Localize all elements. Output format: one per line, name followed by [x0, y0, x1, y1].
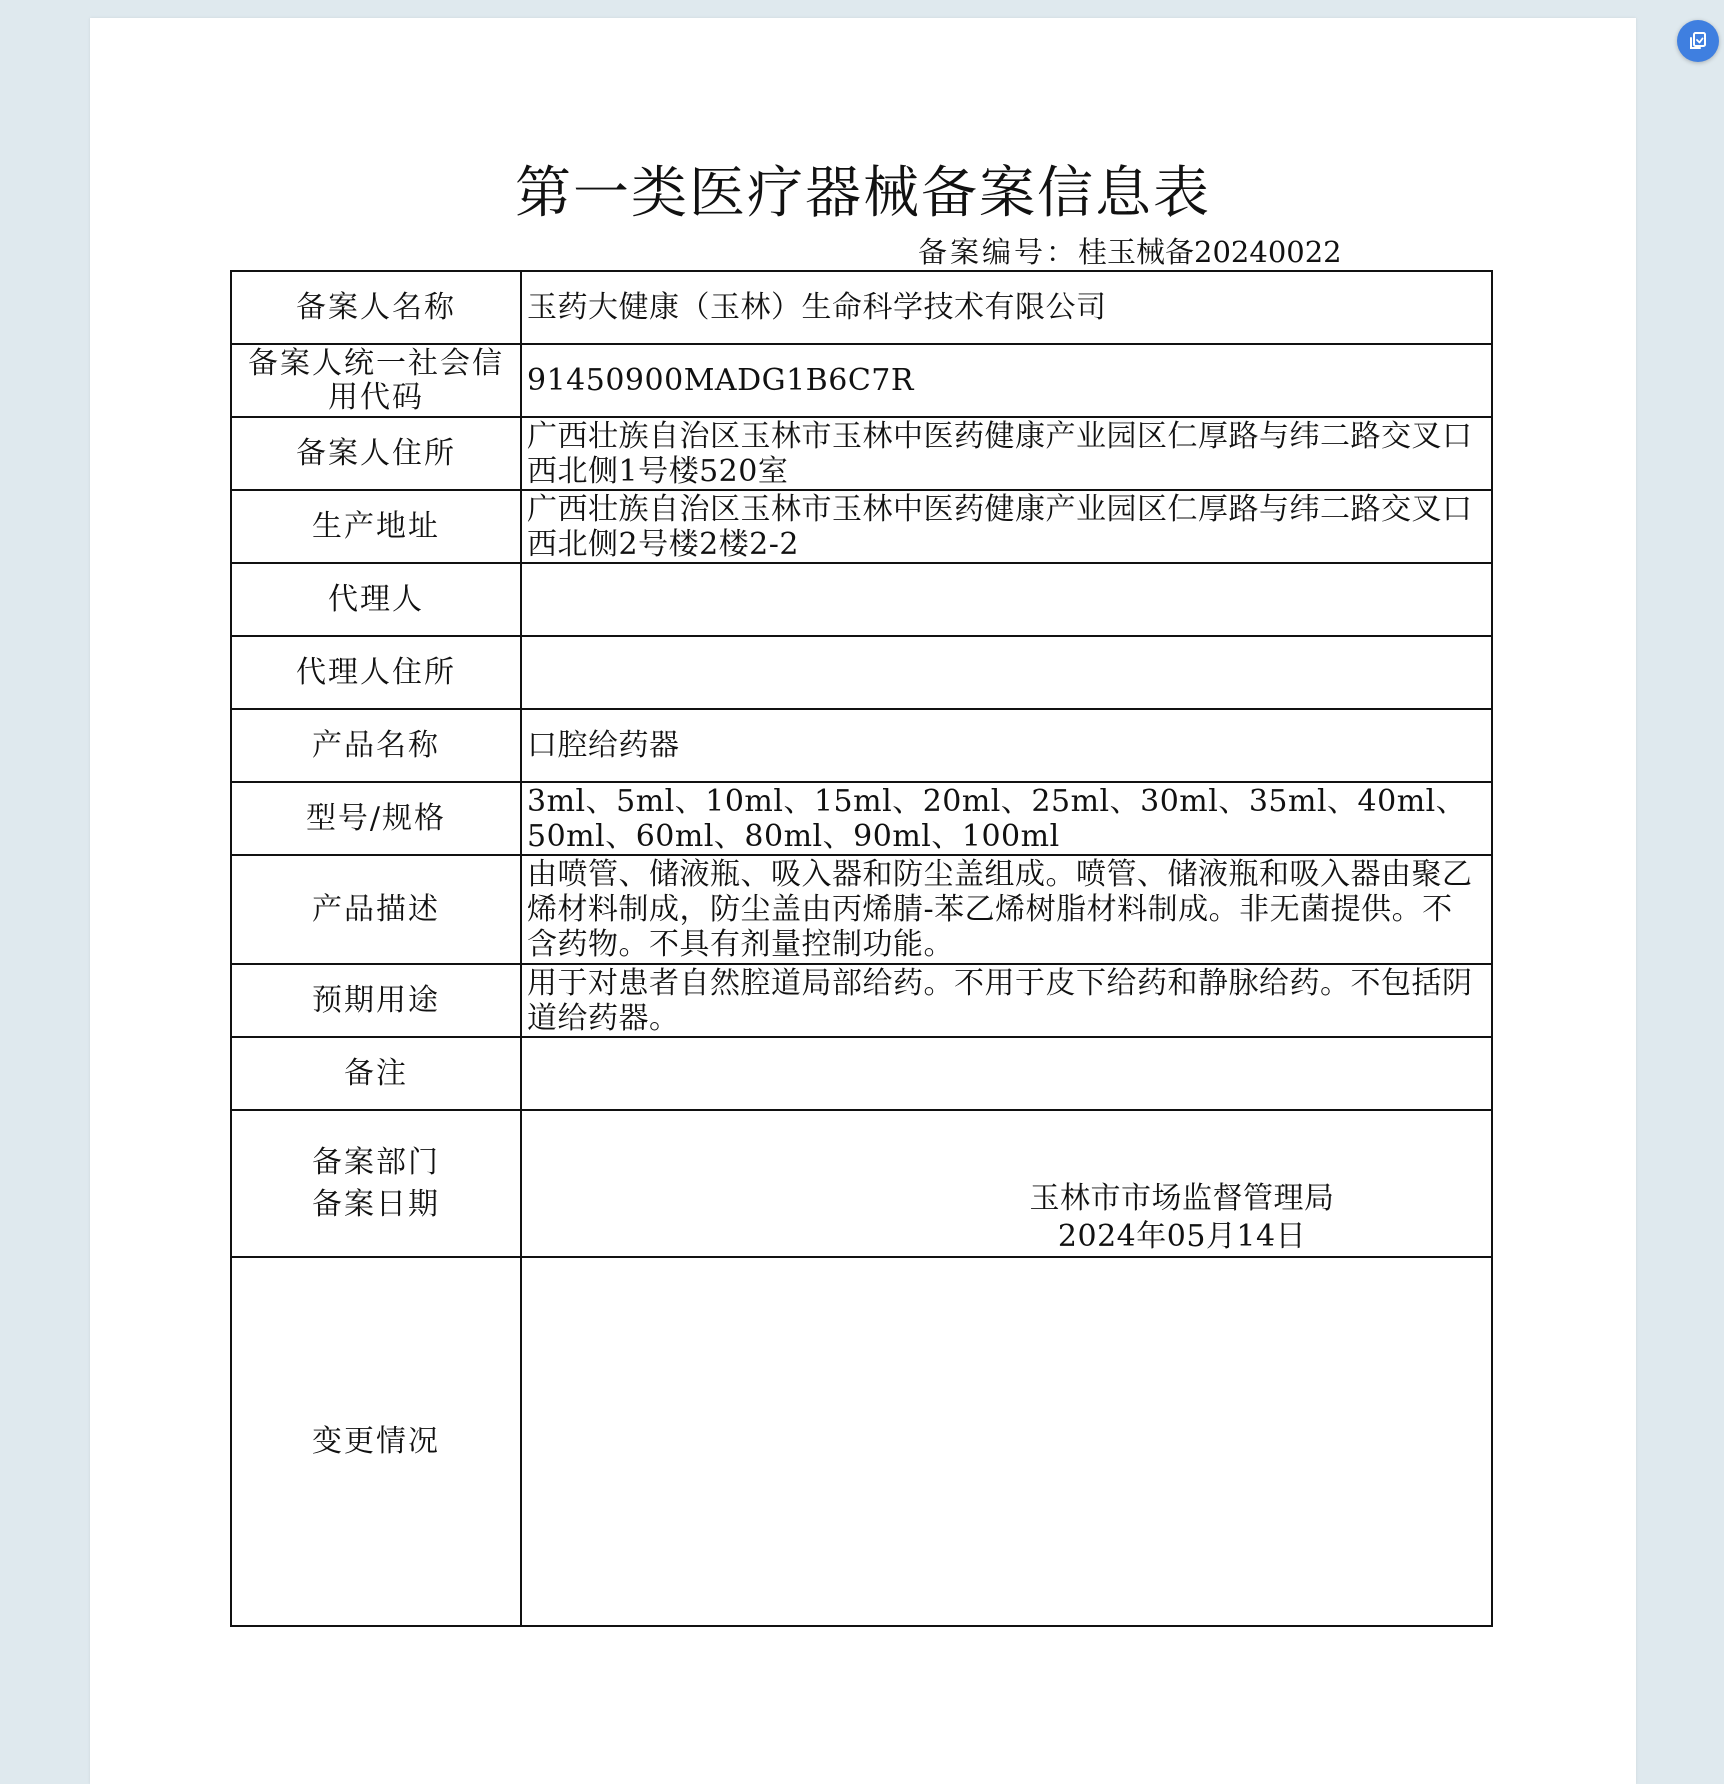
filer-name-label: 备案人名称: [231, 271, 521, 344]
record-number-label: 备案编号：: [918, 235, 1079, 269]
credit-code-label: 备案人统一社会信用代码: [231, 344, 521, 417]
intended-use-value: 用于对患者自然腔道局部给药。不用于皮下给药和静脉给药。不包括阴道给药器。: [521, 964, 1492, 1037]
department-label: 备案部门: [312, 1144, 440, 1180]
department-name: 玉林市市场监督管理局: [1029, 1181, 1335, 1216]
agent-value: [521, 563, 1492, 636]
changes-label: 变更情况: [231, 1257, 521, 1626]
table-row: [231, 1110, 1492, 1257]
filer-name-value: 玉药大健康（玉林）生命科学技术有限公司: [521, 271, 1492, 344]
model-spec-value: 3ml、5ml、10ml、15ml、20ml、25ml、30ml、35ml、40ml、50ml、60ml、80ml、90ml、100ml: [521, 782, 1492, 855]
table-row: [231, 417, 1492, 490]
record-number-value: 桂玉械备20240022: [1078, 235, 1342, 269]
record-date: 2024年05月14日: [1057, 1219, 1307, 1254]
table-row: [231, 490, 1492, 563]
production-address-label: 生产地址: [231, 490, 521, 563]
record-info-table: [230, 270, 1493, 1627]
product-name-value: 口腔给药器: [521, 709, 1492, 782]
intended-use-label: 预期用途: [231, 964, 521, 1037]
table-row: [231, 1037, 1492, 1110]
model-spec-label: 型号/规格: [231, 782, 521, 855]
remarks-label: 备注: [231, 1037, 521, 1110]
agent-address-value: [521, 636, 1492, 709]
document-convert-icon: [1686, 29, 1710, 53]
product-name-label: 产品名称: [231, 709, 521, 782]
department-date-label: [231, 1110, 521, 1257]
credit-code-value: 91450900MADG1B6C7R: [521, 344, 1492, 417]
department-date-block: [1002, 1180, 1362, 1256]
document-title: 第一类医疗器械备案信息表: [515, 161, 1211, 226]
table-row: [231, 1257, 1492, 1626]
filer-address-value: 广西壮族自治区玉林市玉林中医药健康产业园区仁厚路与纬二路交叉口西北侧1号楼520室: [521, 417, 1492, 490]
table-row: [231, 782, 1492, 855]
table-row: [231, 636, 1492, 709]
table-row: [231, 563, 1492, 636]
record-number: [918, 232, 1342, 272]
agent-address-label: 代理人住所: [231, 636, 521, 709]
document-page: [90, 18, 1636, 1784]
table-row: [231, 964, 1492, 1037]
table-row: [231, 344, 1492, 417]
table-row: [231, 855, 1492, 964]
date-label: 备案日期: [312, 1186, 440, 1222]
filer-address-label: 备案人住所: [231, 417, 521, 490]
table-row: [231, 271, 1492, 344]
product-description-label: 产品描述: [231, 855, 521, 964]
production-address-value: 广西壮族自治区玉林市玉林中医药健康产业园区仁厚路与纬二路交叉口西北侧2号楼2楼2-2: [521, 490, 1492, 563]
changes-value: [521, 1257, 1492, 1626]
product-description-value: 由喷管、储液瓶、吸入器和防尘盖组成。喷管、储液瓶和吸入器由聚乙烯材料制成，防尘盖由丙烯腈-苯乙烯树脂材料制成。非无菌提供。不含药物。不具有剂量控制功能。: [521, 855, 1492, 964]
table-row: [231, 709, 1492, 782]
department-date-value: [521, 1110, 1492, 1257]
remarks-value: [521, 1037, 1492, 1110]
agent-label: 代理人: [231, 563, 521, 636]
document-convert-button[interactable]: [1677, 20, 1719, 62]
